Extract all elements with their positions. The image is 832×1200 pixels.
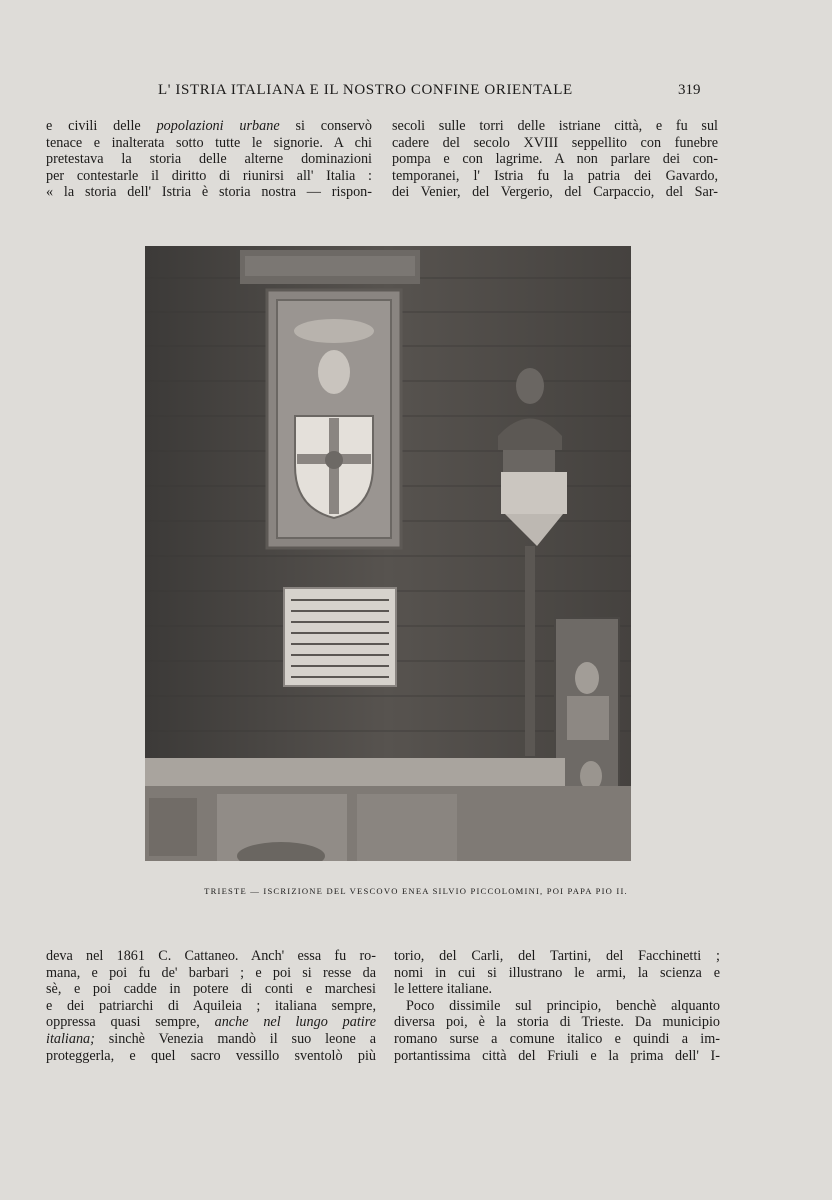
text-line: mana, e poi fu de' barbari ; e poi si resse da xyxy=(46,964,376,981)
text-column-bottom-right xyxy=(394,948,720,1064)
text-line: e civili delle popolazioni urbane si conservò xyxy=(46,118,372,134)
photograph-drawing xyxy=(145,246,631,861)
text-column-bottom-left xyxy=(46,948,376,1064)
text-line: oppressa quasi sempre, anche nel lungo patire xyxy=(46,1014,376,1031)
text-line: pompa e con lagrime. A non parlare dei con- xyxy=(392,151,718,168)
text-line: nomi in cui si illustrano le armi, la scienza e xyxy=(394,964,720,981)
running-head xyxy=(0,82,832,102)
text-line: deva nel 1861 C. Cattaneo. Anch' essa fu ro- xyxy=(46,948,376,964)
text-line: Poco dissimile sul principio, benchè alquanto xyxy=(406,997,720,1014)
text-line: tenace e inalterata sotto tutte le signorie. A chi xyxy=(46,134,372,151)
text-line: proteggerla, e quel sacro vessillo sventolò più xyxy=(46,1047,376,1064)
text-line: torio, del Carli, del Tartini, del Facchinetti ; xyxy=(394,948,720,964)
figure-caption: TRIESTE — ISCRIZIONE DEL VESCOVO ENEA SILVIO PICCOLOMINI, POI PAPA PIO II. xyxy=(204,886,628,896)
text-column-top-right xyxy=(392,118,718,201)
photograph-trieste-inscription xyxy=(145,246,631,861)
text-line: portantissima città del Friuli e la prima dell' I- xyxy=(394,1047,720,1064)
text-line: le lettere italiane. xyxy=(394,981,493,998)
text-line: secoli sulle torri delle istriane città, e fu sul xyxy=(392,118,718,134)
text-line: temporanei, l' Istria fu la patria dei Gavardo, xyxy=(392,167,718,184)
text-line: romano surse a comune italico e quindi a im- xyxy=(394,1030,720,1047)
text-line: « la storia dell' Istria è storia nostra — rispon- xyxy=(46,184,372,201)
text-column-top-left xyxy=(46,118,372,201)
text-line: cadere del secolo XVIII seppellito con funebre xyxy=(392,134,718,151)
text-line: e dei patriarchi di Aquileia ; italiana sempre, xyxy=(46,997,376,1014)
text-line: dei Venier, del Vergerio, del Carpaccio, del Sar- xyxy=(392,184,718,201)
text-line: sè, e poi cadde in potere di conti e marchesi xyxy=(46,981,376,998)
running-title: L' ISTRIA ITALIANA E IL NOSTRO CONFINE ORIENTALE xyxy=(158,82,573,98)
page-number: 319 xyxy=(678,82,701,98)
text-line: pretestava la storia delle alterne dominazioni xyxy=(46,151,372,168)
text-line: italiana; sinchè Venezia mandò il suo leone a xyxy=(46,1030,376,1047)
text-line: per contestarle il diritto di riunirsi all' Italia : xyxy=(46,167,372,184)
text-line: diversa poi, è la storia di Trieste. Da municipio xyxy=(394,1014,720,1031)
